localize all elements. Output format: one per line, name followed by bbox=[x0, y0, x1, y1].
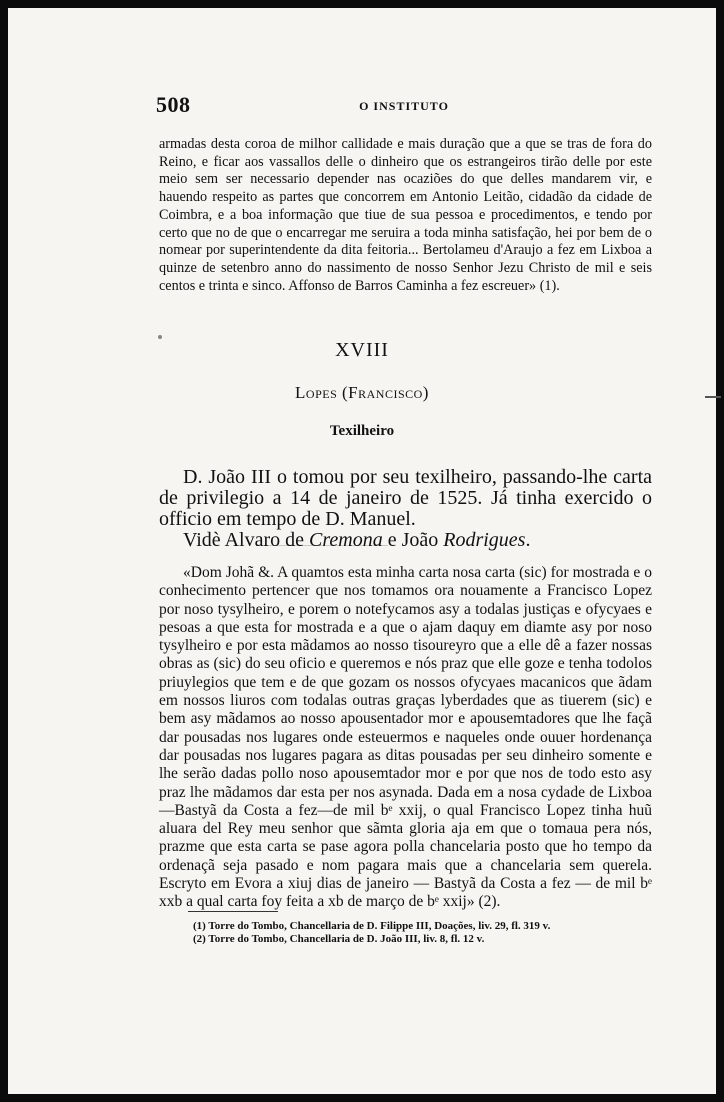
section-name: Lopes (Francisco) bbox=[295, 383, 429, 402]
faint-rule bbox=[256, 545, 388, 546]
body-paragraph: D. João III o tomou por seu texilheiro, passando-lhe carta de privilegio a 14 de janeiro de 1525. Já tinha exercido o officio em tempo de D. Manuel. bbox=[159, 466, 652, 530]
cross-ref-conj: e João bbox=[382, 529, 444, 551]
journal-title: O INSTITUTO bbox=[359, 99, 449, 113]
intro-paragraph: armadas desta coroa de milhor callidade e mais duração que a que se tras de fora do Reino, e ficar aos vassallos delle o dinheiro que os estrangeiros tirão delle por este meio sem ser necessario depender nas ocaziões do que delles mandarem vir, e hauendo respeito as partes que concorrem em Antonio Leitão, cidadão da cidade de Coimbra, e a boa informação que tiue de sua pessoa e procedimentos, e tendo por certo que no de que o encarregar me seruira a toda minha satisfação, hei por bem de o nomear por superintendente da dita feitoria... Bertolameu d'Araujo a fez em Lixboa a quinze de setenbro anno do nassimento de nosso Senhor Jezu Christo de mil e seis centos e trinta e sinco. Affonso de Barros Caminha a fez escreuer» (1). bbox=[159, 136, 652, 294]
body-text bbox=[159, 467, 652, 551]
page-number: 508 bbox=[156, 92, 191, 117]
cross-ref-end: . bbox=[525, 529, 531, 551]
paper-sheet bbox=[8, 8, 716, 1094]
transcribed-document bbox=[159, 564, 652, 912]
section-trade: Texilheiro bbox=[329, 423, 395, 439]
cross-ref-name: Rodrigues bbox=[443, 529, 526, 551]
cross-reference bbox=[159, 530, 652, 551]
section-number: XVIII bbox=[335, 339, 389, 361]
footnote-2: (2) Torre do Tombo, Chancellaria de D. João III, liv. 8, fl. 12 v. bbox=[193, 933, 485, 945]
document-paragraph: «Dom Johã &. A quamtos esta minha carta nosa carta (sic) for mostrada e o conhecimento pertencer que nos tomamos ora nouamente a Francisco Lopez por noso tysylheiro, e porem o notefycamos asy a todalas justiças e ofycyaes e pesoas a que esta for mostrada e a que o ajam daquy em diamte asy por noso tysylheiro e por esta mãdamos ao nosso tisoureyro que a elle dê a fazer nossas obras as (sic) do seu oficio e queremos e nós praz que elle goze e tenha todolos priuylegios que tem e de que gozam os nossos ofycyaes macanicos que ãdam em nossos liuros com todalas outras graças lyberdades que as tiuerem (sic) e bem asy mãdamos ao nosso apousentador mor e apousemtadores que lhe façã dar pousadas nos lugares onde esteuermos e naqueles onde ouuer hordenança dar pousadas nos lugares pagara as ditas pousadas per seu dinheiro somente e lhe serão dadas pollo noso apousemtador mor e por que nos de todo esto asy praz lhe mãdamos dar esta per nos asynada. Dada em a nosa cydade de Lixboa—Bastyã da Costa a fez—de mil bᵉ xxij, o qual Francisco Lopez tinha huũ aluara del Rey meu senhor que sãmta gloria aja em que o tomaua pera nós, prazme que esta carta se pase agora polla chancelaria posto que ho tempo da ordenaçã seja pasado e nom pagara mais que a chancelaria sem querela. Escryto em Evora a xiuj dias de janeiro — Bastyã da Costa a fez — de mil bᵉ xxb a qual carta foy feita a xb de março de bᵉ xxij» (2). bbox=[159, 564, 652, 911]
footnote-1: (1) Torre do Tombo, Chancellaria de D. Filippe III, Doações, liv. 29, fl. 319 v. bbox=[193, 920, 551, 932]
cross-ref-place: Cremona bbox=[309, 529, 383, 551]
footnotes bbox=[193, 920, 663, 946]
cross-ref-prefix: Vidè Alvaro de bbox=[183, 529, 309, 551]
running-head bbox=[156, 92, 652, 118]
footnote-divider bbox=[188, 911, 278, 912]
margin-mark bbox=[705, 396, 721, 398]
